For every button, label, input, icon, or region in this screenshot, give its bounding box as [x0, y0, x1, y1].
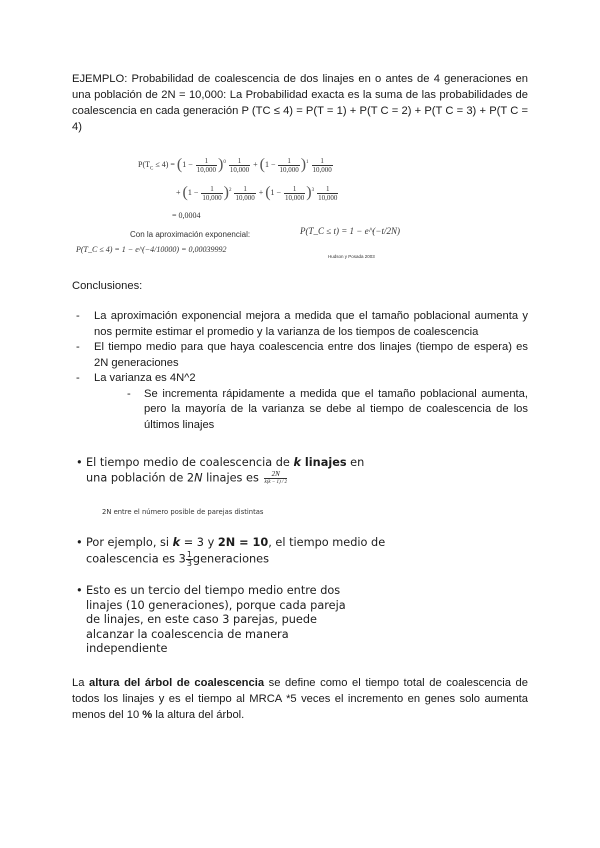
slide-bullet-1-line-1: El tiempo medio de coalescencia de k linajes en — [86, 456, 365, 469]
approx-formula: P(T_C ≤ 4) = 1 − e^(−4/10000) = 0,00039992 — [76, 245, 227, 254]
equation-line-2: + (1 − $\frac{1}{10,000}$ )$^2$ $\frac{1}{10,000}$ + (1 − $\frac{1}{10,000}$ )$^3$ $\frac{1}{10,000}$ — [176, 184, 338, 202]
slide-bullet-3: • Esto es un tercio del tiempo medio entre dos linajes (10 generaciones), porque cada pareja de linajes, en este caso 3 parejas, puede alcanzar la coalescencia de manera independiente — [86, 584, 354, 657]
equation-result: = 0,0004 — [172, 211, 201, 220]
slide-bullet-2-line-2: coalescencia es 3 $\frac{1}{3}generaciones$ — [86, 549, 269, 568]
list-subitem: - Se incrementa rápidamente a medida que el tamaño poblacional aumenta, pero la mayoría de la varianza se debe al tiempo de coalescencia de los últimos linajes — [127, 387, 528, 431]
slide-bullet-1: • El tiempo medio de coalescencia de k linajes en una población de 2N linajes es 2N k(k − 1) / 2 — [86, 456, 386, 486]
final-paragraph: La altura del árbol de coalescencia se define como el tiempo total de coalescencia de todos los linajes y es el tiempo al MRCA *5 veces el incremento en genes solo aumenta menos del 10 % la altura del árbol. — [72, 677, 528, 721]
intro-paragraph: EJEMPLO: Probabilidad de coalescencia de dos linajes en o antes de 4 generaciones en una población de 2N = 10,000: La Probabilidad exacta es la suma de las probabilidades de coalescencia en cada generación P (TC ≤ 4) = P(T = 1) + P(T C = 2) + P(T C = 3) + P(T C = 4) — [72, 73, 528, 133]
conclusions-title: Conclusiones: — [72, 280, 143, 292]
list-item: - La aproximación exponencial mejora a medida que el tamaño poblacional aumenta y nos permite estimar el promedio y la varianza de los tiempos de coalescencia — [76, 310, 528, 338]
conclusions-list — [72, 309, 528, 433]
list-item: - El tiempo medio para que haya coalescencia entre dos linajes (tiempo de espera) es 2N generaciones — [76, 341, 528, 369]
equation-image — [76, 148, 420, 268]
slide-bullet-1-line-2: una población de 2N linajes es 2N k(k − 1) / 2 — [86, 469, 288, 485]
slide-bullet-3-text: Esto es un tercio del tiempo medio entre dos linajes (10 generaciones), porque cada pareja de linajes, en este caso 3 parejas, puede alcanzar la coalescencia de manera independiente — [86, 584, 346, 655]
right-formula: P(T_C ≤ t) = 1 − e^(−t/2N) — [300, 226, 400, 236]
parejas-note: 2N entre el número posible de parejas distintas — [102, 508, 264, 516]
approx-caption: Con la aproximación exponencial: — [130, 230, 251, 239]
source-label: Hudson y Posada 2003 — [328, 254, 375, 259]
list-item: - La varianza es 4N^2 — [76, 372, 196, 384]
equation-line-1: $P(T_C \le 4) = (1$ − $\frac{1}{10,000}$ )$^0$ $\frac{1}{10,000}$ + (1 − $\frac{1}{10,000}$ )$^1$ $\frac{1}{10,000}$ — [138, 156, 332, 174]
slide-bullet-2: • Por ejemplo, si k = 3 y 2N = 10, el tiempo medio de coalescencia es 3 $\frac{1}{3}generaciones$ — [76, 536, 386, 568]
slide-bullet-2-line-1: Por ejemplo, si k = 3 y 2N = 10, el tiempo medio de — [86, 536, 386, 549]
